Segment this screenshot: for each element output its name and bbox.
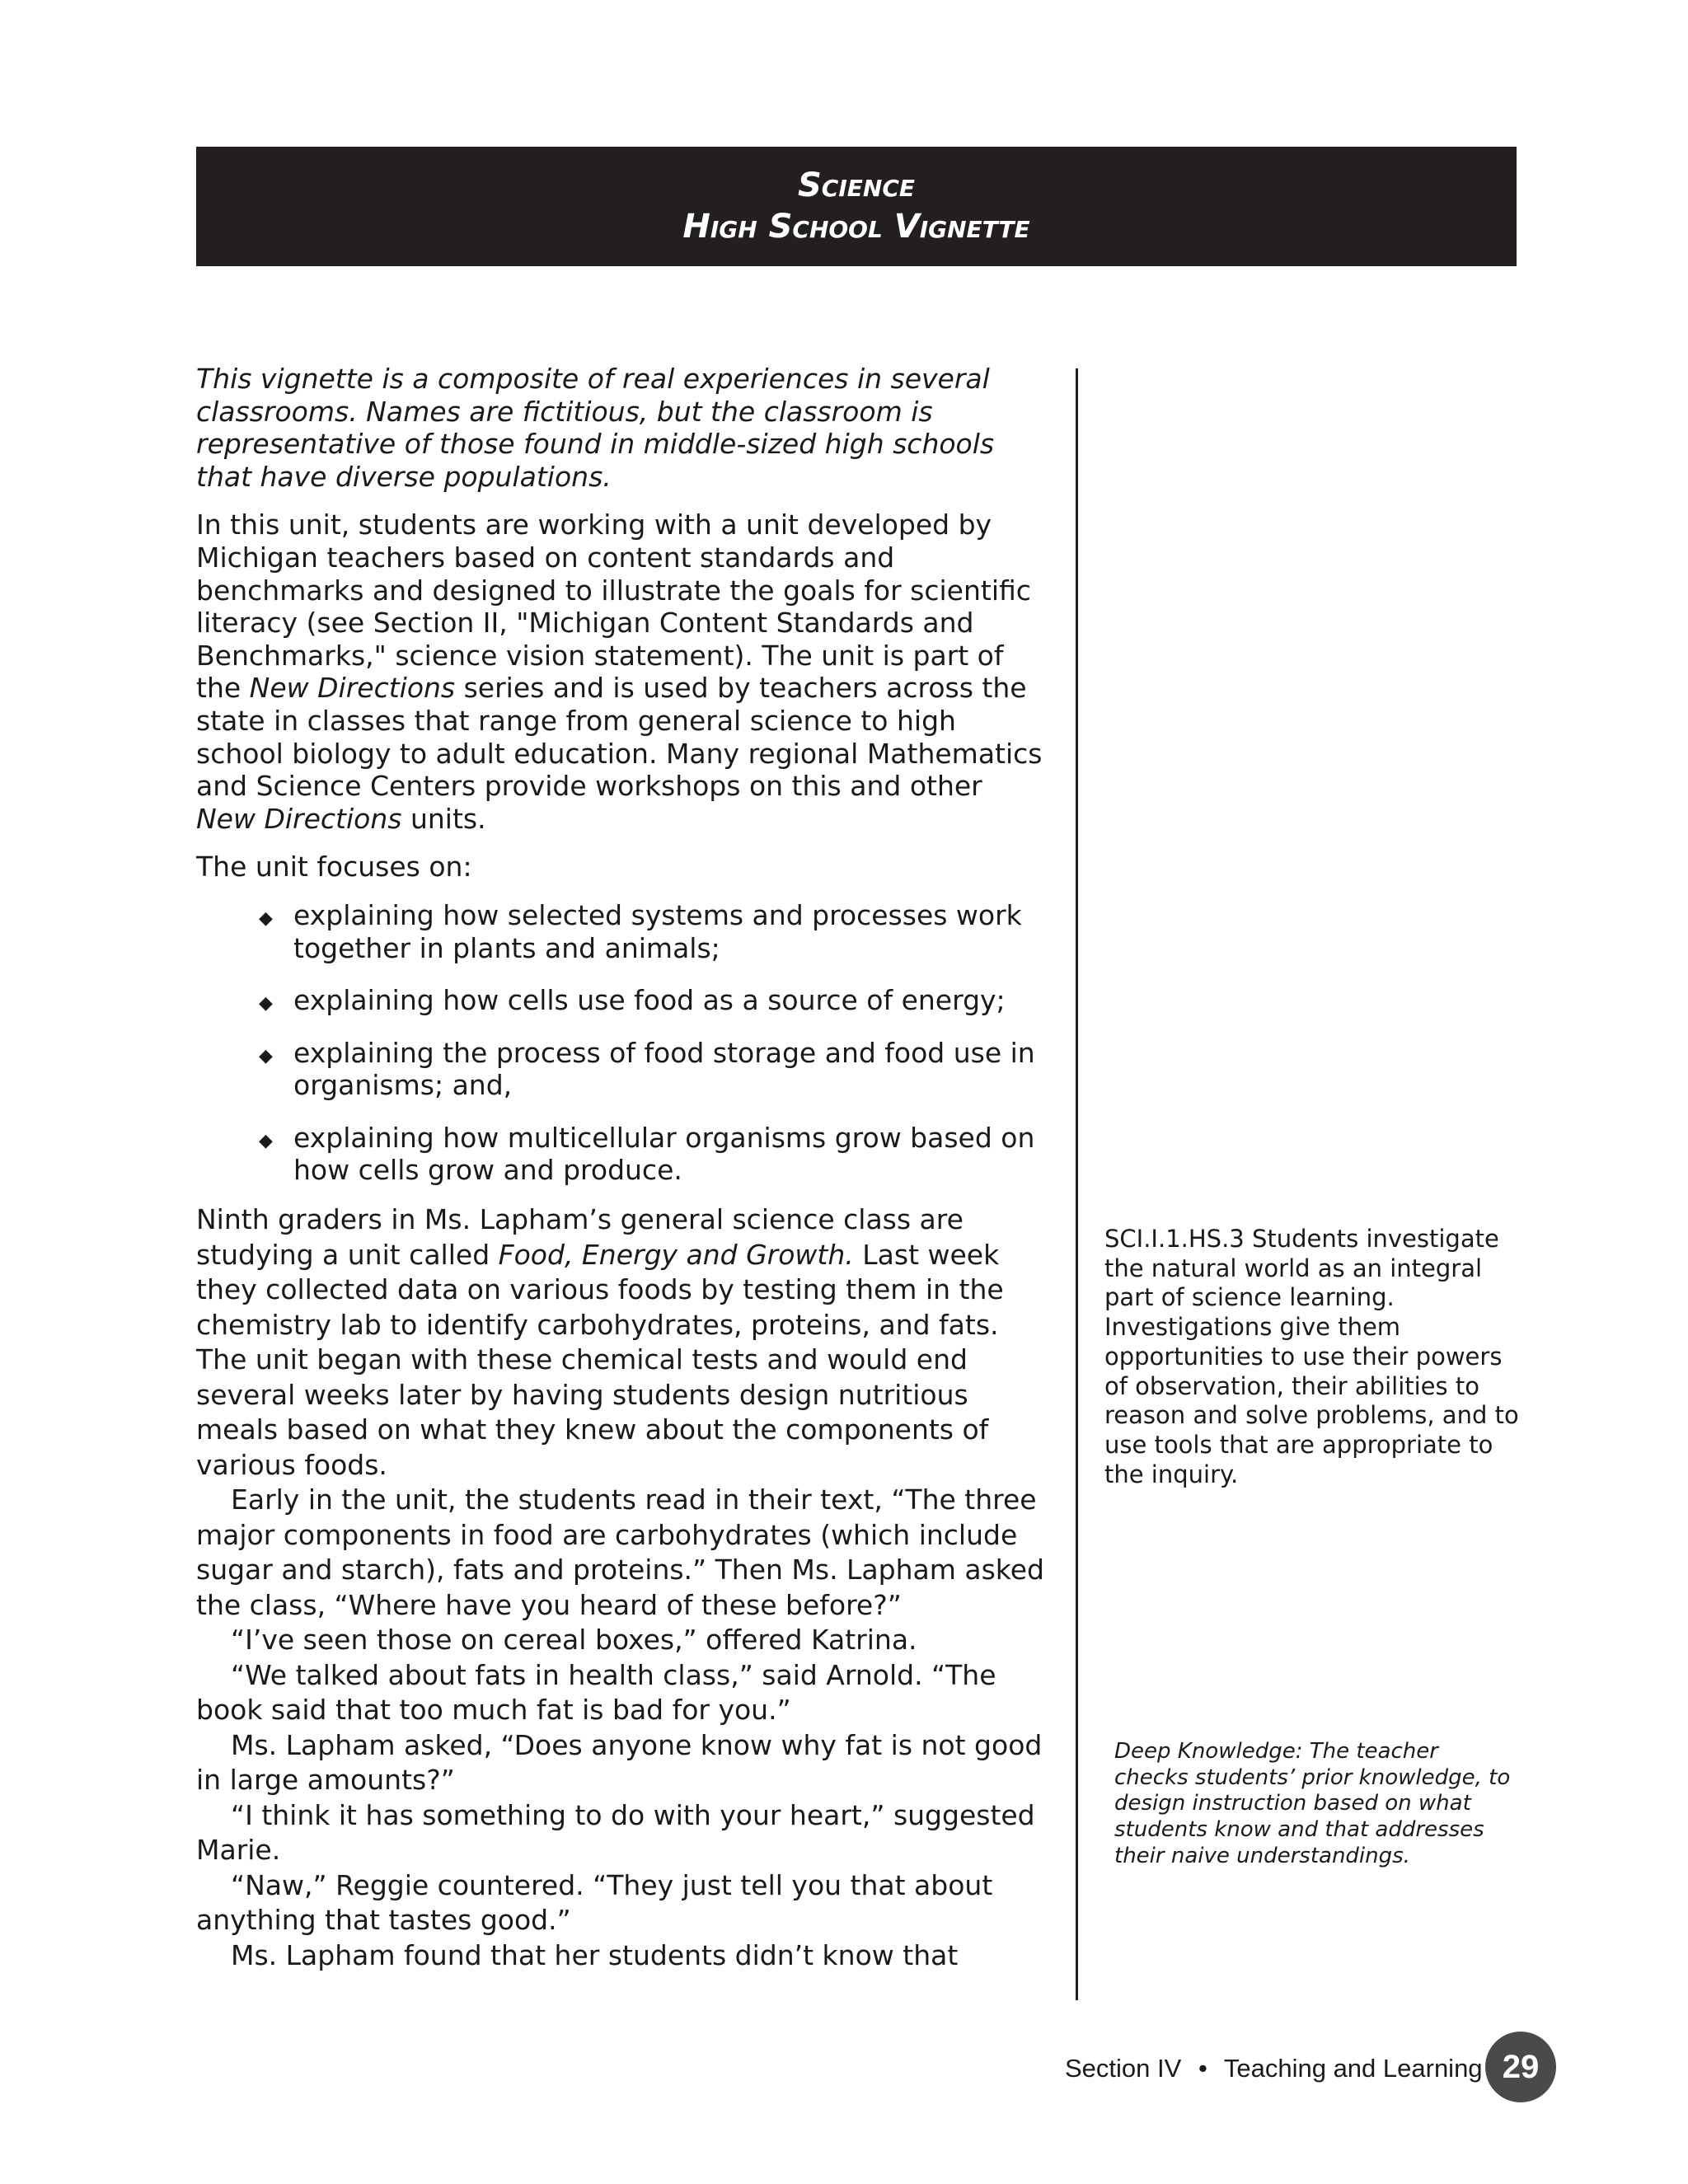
title-banner: [196, 147, 1517, 266]
main-column: [196, 363, 1045, 1973]
page-footer: [1065, 2039, 1483, 2098]
story-text: Last week they collected data on various foods by testing them in the chemistry lab to identify carbohydrates, proteins, and fats. The unit began with these chemical tests and would end several weeks later by having students design nutritious meals based on what they knew about the components of various foods.: [196, 1238, 1004, 1481]
focus-list: [196, 899, 1045, 1187]
unit-paragraph: [196, 509, 1045, 835]
diamond-bullet-icon: ◆: [259, 1130, 273, 1151]
banner-title-vignette: High School Vignette: [682, 208, 1030, 246]
vignette-story: [196, 1202, 1045, 1973]
story-paragraph: “We talked about fats in health class,” said Arnold. “The book said that too much fat is bad for you.”: [196, 1658, 996, 1727]
list-item: [259, 1121, 1045, 1187]
banner-title-science: Science: [797, 166, 915, 204]
footer-separator: •: [1198, 2054, 1207, 2083]
story-paragraph: Early in the unit, the students read in their text, “The three major components in food are carbohydrates (which include sugar and starch), fats and proteins.” Then Ms. Lapham asked the class, “Where have you heard of these before?”: [196, 1483, 1044, 1621]
list-item-text: explaining the process of food storage and food use in organisms; and,: [293, 1036, 1035, 1102]
sidebar-note: Deep Knowledge: The teacher checks students’ prior knowledge, to design instruction based on what students know and that addresses their naive understandings.: [1114, 1739, 1511, 1868]
footer-section: Section IV: [1065, 2054, 1182, 2083]
page-number-badge: 29: [1485, 2032, 1556, 2102]
list-item: [259, 1036, 1045, 1102]
unit-paragraph-text: series and is used by teachers across the state in classes that range from general science to high school biology to adult education. Many regional Mathematics and Science Centers provide workshops on this and other: [196, 672, 1043, 803]
list-item-text: explaining how multicellular organisms grow based on how cells grow and produce.: [293, 1121, 1035, 1187]
column-divider: [1076, 368, 1078, 2000]
focus-intro: The unit focuses on:: [196, 851, 472, 883]
intro-paragraph: This vignette is a composite of real experiences in several classrooms. Names are fictitious, but the classroom is representative of those found in middle-sized high schools that have diverse populations.: [196, 363, 995, 493]
unit-name: Food, Energy and Growth.: [498, 1238, 854, 1271]
series-name: New Directions: [249, 672, 456, 705]
series-name: New Directions: [196, 802, 402, 835]
list-item-text: explaining how cells use food as a source of energy;: [293, 984, 1006, 1017]
story-paragraph: “I’ve seen those on cereal boxes,” offered Katrina.: [231, 1624, 917, 1657]
unit-paragraph-text: In this unit, students are working with a unit developed by Michigan teachers based on content standards and benchmarks and designed to illustrate the goals for scientific literacy (see Section II, "Michigan Content Standards and Benchmarks," science vision statement). The unit is part of the: [196, 509, 1031, 705]
unit-paragraph-text: units.: [401, 802, 486, 835]
diamond-bullet-icon: ◆: [259, 907, 273, 929]
story-paragraph: Ms. Lapham asked, “Does anyone know why fat is not good in large amounts?”: [196, 1728, 1043, 1797]
story-paragraph: “Naw,” Reggie countered. “They just tell you that about anything that tastes good.”: [196, 1868, 993, 1937]
diamond-bullet-icon: ◆: [259, 1045, 273, 1066]
list-item: [259, 984, 1045, 1017]
story-paragraph: Ms. Lapham found that her students didn’t know that: [231, 1938, 959, 1971]
story-paragraph: “I think it has something to do with your heart,” suggested Marie.: [196, 1798, 1035, 1867]
ninth-graders-paragraph: [196, 1202, 1045, 1483]
list-item: [259, 898, 1045, 964]
list-item-text: explaining how selected systems and processes work together in plants and animals;: [293, 898, 1022, 964]
diamond-bullet-icon: ◆: [259, 993, 273, 1015]
sidebar-standard: SCI.I.1.HS.3 Students investigate the natural world as an integral part of science learning. Investigations give them opportunities to use their powers of observation, their abilities to reason and solve problems, and to use tools that are appropriate to the inquiry.: [1104, 1225, 1519, 1488]
footer-title: Teaching and Learning: [1223, 2054, 1483, 2083]
story-text: Ninth graders in Ms. Lapham’s general science class are studying a unit called: [196, 1203, 964, 1271]
